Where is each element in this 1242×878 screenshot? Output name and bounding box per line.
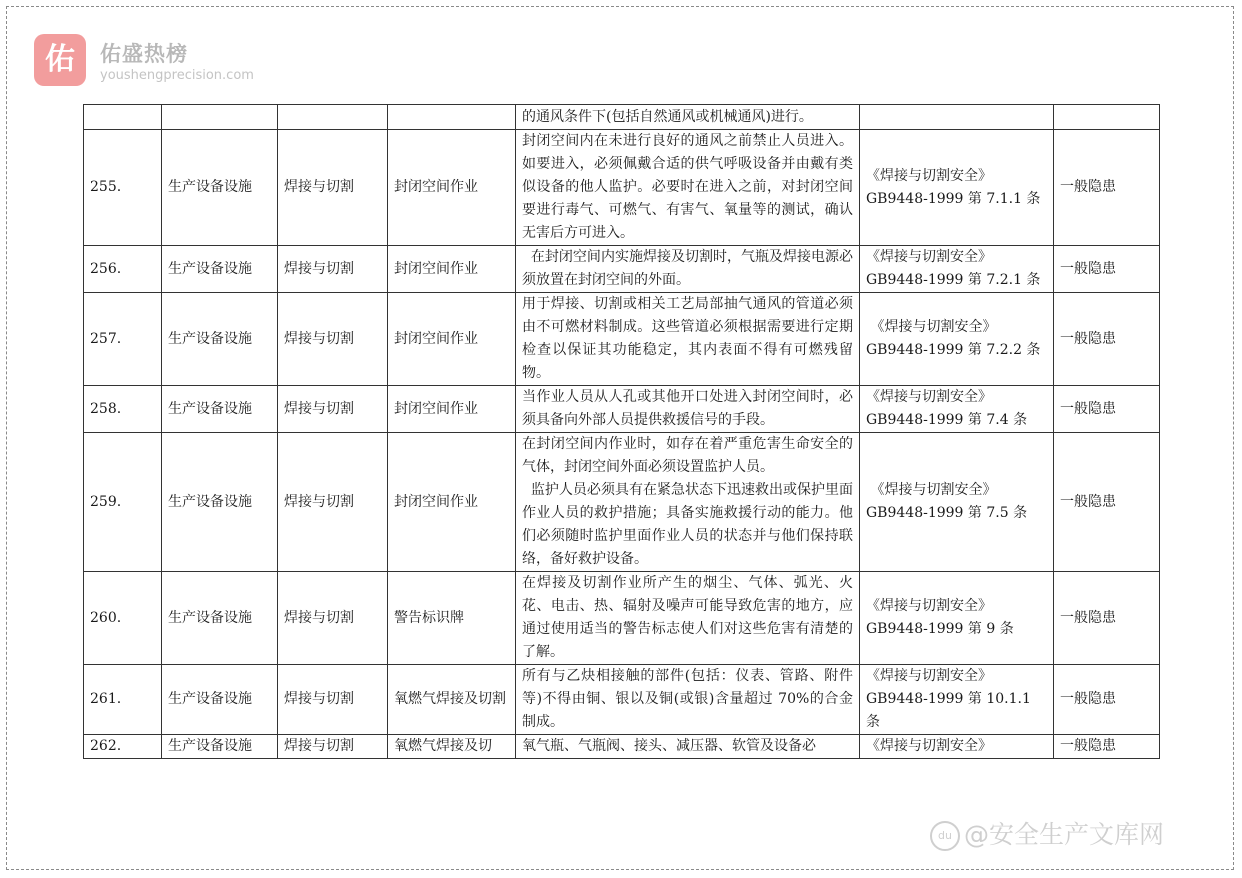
cell-no: 260.: [84, 572, 162, 665]
cell-type: 焊接与切割: [278, 386, 388, 433]
cell-level: 一般隐患: [1054, 386, 1160, 433]
cell-item: 封闭空间作业: [388, 433, 516, 572]
cell-content: 在焊接及切割作业所产生的烟尘、气体、弧光、火花、电击、热、辐射及噪声可能导致危害的地方，应通过使用适当的警告标志使人们对这些危害有清楚的了解。: [516, 572, 860, 665]
cell-no: [84, 105, 162, 130]
table-row: [84, 130, 1160, 246]
cell-standard: 《焊接与切割安全》GB9448-1999 第 7.2.1 条: [860, 246, 1054, 293]
cell-level: 一般隐患: [1054, 433, 1160, 572]
content-paragraph: 监护人员必须具有在紧急状态下迅速救出或保护里面作业人员的救护措施；具备实施救援行动的能力。他们必须随时监护里面作业人员的状态并与他们保持联络，备好救护设备。: [522, 482, 854, 567]
cell-category: 生产设备设施: [162, 433, 278, 572]
logo-name: 佑盛热榜: [100, 42, 188, 66]
watermark-text: @安全生产文库网: [964, 820, 1165, 849]
logo-url: youshengprecision.com: [100, 68, 254, 83]
cell-category: 生产设备设施: [162, 130, 278, 246]
table-row: [84, 386, 1160, 433]
cell-type: 焊接与切割: [278, 735, 388, 759]
cell-no: 261.: [84, 665, 162, 735]
cell-standard: 《焊接与切割安全》: [860, 735, 1054, 759]
cell-type: 焊接与切割: [278, 246, 388, 293]
cell-type: 焊接与切割: [278, 433, 388, 572]
cell-standard: 《焊接与切割安全》GB9448-1999 第 7.5 条: [860, 433, 1054, 572]
cell-no: 257.: [84, 293, 162, 386]
cell-no: 258.: [84, 386, 162, 433]
cell-category: 生产设备设施: [162, 293, 278, 386]
cell-standard: 《焊接与切割安全》GB9448-1999 第 7.4 条: [860, 386, 1054, 433]
cell-type: 焊接与切割: [278, 130, 388, 246]
cell-no: 262.: [84, 735, 162, 759]
logo-badge: 佑: [34, 34, 86, 86]
table-row: [84, 433, 1160, 572]
cell-level: 一般隐患: [1054, 293, 1160, 386]
cell-content: 的通风条件下(包括自然通风或机械通风)进行。: [516, 105, 860, 130]
cell-standard: 《焊接与切割安全》GB9448-1999 第 7.1.1 条: [860, 130, 1054, 246]
cell-category: 生产设备设施: [162, 735, 278, 759]
content-paragraph: 在封闭空间内作业时，如存在着严重危害生命安全的气体，封闭空间外面必须设置监护人员。: [522, 436, 853, 475]
cell-content: 用于焊接、切割或相关工艺局部抽气通风的管道必须由不可燃材料制成。这些管道必须根据需要进行定期检查以保证其功能稳定，其内表面不得有可燃残留物。: [516, 293, 860, 386]
table-row: [84, 246, 1160, 293]
cell-content: 氧气瓶、气瓶阀、接头、减压器、软管及设备必: [516, 735, 860, 759]
table-row: [84, 665, 1160, 735]
watermark: [930, 815, 1164, 851]
cell-category: [162, 105, 278, 130]
cell-content: 在封闭空间内实施焊接及切割时，气瓶及焊接电源必须放置在封闭空间的外面。: [516, 246, 860, 293]
cell-level: 一般隐患: [1054, 735, 1160, 759]
cell-content: 所有与乙炔相接触的部件(包括：仪表、管路、附件等)不得由铜、银以及铜(或银)含量超过 70%的合金制成。: [516, 665, 860, 735]
cell-standard: [860, 105, 1054, 130]
cell-item: [388, 105, 516, 130]
cell-content: 当作业人员从人孔或其他开口处进入封闭空间时，必须具备向外部人员提供救援信号的手段。: [516, 386, 860, 433]
table-row: [84, 105, 1160, 130]
cell-item: 氧燃气焊接及切割: [388, 665, 516, 735]
table-row: [84, 572, 1160, 665]
cell-standard: 《焊接与切割安全》GB9448-1999 第 7.2.2 条: [860, 293, 1054, 386]
cell-item: 封闭空间作业: [388, 130, 516, 246]
cell-category: 生产设备设施: [162, 246, 278, 293]
cell-standard: 《焊接与切割安全》GB9448-1999 第 10.1.1 条: [860, 665, 1054, 735]
cell-type: 焊接与切割: [278, 665, 388, 735]
cell-item: 警告标识牌: [388, 572, 516, 665]
cell-level: 一般隐患: [1054, 246, 1160, 293]
cell-content: [516, 433, 860, 572]
cell-category: 生产设备设施: [162, 665, 278, 735]
cell-no: 255.: [84, 130, 162, 246]
hazard-table: [83, 104, 1160, 759]
cell-level: [1054, 105, 1160, 130]
cell-item: 封闭空间作业: [388, 293, 516, 386]
cell-no: 259.: [84, 433, 162, 572]
cell-type: 焊接与切割: [278, 572, 388, 665]
table-row: [84, 735, 1160, 759]
cell-item: 封闭空间作业: [388, 386, 516, 433]
cell-item: 封闭空间作业: [388, 246, 516, 293]
cell-level: 一般隐患: [1054, 572, 1160, 665]
cell-standard: 《焊接与切割安全》GB9448-1999 第 9 条: [860, 572, 1054, 665]
cell-category: 生产设备设施: [162, 386, 278, 433]
cell-type: [278, 105, 388, 130]
cell-category: 生产设备设施: [162, 572, 278, 665]
table-row: [84, 293, 1160, 386]
cell-no: 256.: [84, 246, 162, 293]
cell-level: 一般隐患: [1054, 665, 1160, 735]
cell-item: 氧燃气焊接及切: [388, 735, 516, 759]
cell-content: 封闭空间内在未进行良好的通风之前禁止人员进入。如要进入，必须佩戴合适的供气呼吸设备并由戴有类似设备的他人监护。必要时在进入之前，对封闭空间要进行毒气、可燃气、有害气、氧量等的测试，确认无害后方可进入。: [516, 130, 860, 246]
paw-icon: du: [930, 821, 960, 851]
cell-level: 一般隐患: [1054, 130, 1160, 246]
cell-type: 焊接与切割: [278, 293, 388, 386]
